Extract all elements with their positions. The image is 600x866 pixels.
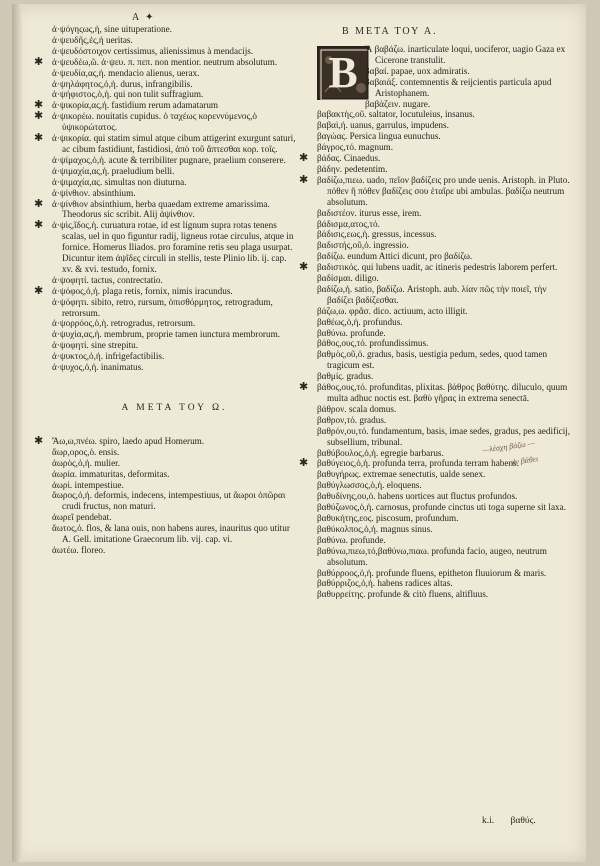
entry-text: βαδιστικός. qui lubens uadit, ac itineris pedestris laborem perfert. — [317, 262, 558, 273]
dictionary-entry — [317, 371, 572, 382]
dictionary-entry — [52, 166, 297, 177]
entry-text: ἀ·ψοφητί. sine strepitu. — [52, 340, 139, 351]
dictionary-entry — [317, 306, 572, 317]
entry-text: βαθυδίνης,ου,ὁ. habens uortices aut fluctus profundos. — [317, 491, 518, 502]
dictionary-entry — [317, 535, 572, 546]
entry-text: βαθμὸς,οῦ,ὁ. gradus, basis, uestigia pedum, sedes, quod tamen tragicum est. — [317, 349, 548, 371]
dictionary-entry — [317, 99, 572, 110]
entry-text: βαθυρρείτης. profunde & citò fluens, altifluus. — [317, 589, 489, 600]
entry-text: βάδας. Cinaedus. — [317, 153, 381, 164]
entry-text: ἀ·ψορρόος,ὁ,ἡ. retrogradus, retrorsum. — [52, 318, 196, 329]
entry-text: ἀ·ψευδέω,ῶ. ἀ·ψευ. π. πεπ. non mentior. neutrum absolutum. — [52, 56, 278, 67]
dictionary-entry — [52, 351, 297, 362]
dictionary-entry — [317, 568, 572, 579]
entry-text: βαδιστής,οῦ,ὁ. ingressio. — [317, 240, 409, 251]
dictionary-entry — [317, 415, 572, 426]
dictionary-entry — [52, 24, 297, 35]
entry-text: βαδίζω,ἡ. satio, βαδίζω. Aristoph. aub. λίαν πῶς τὴν ποιεῖ, τὴν βαδίζει βαδίζεσθαι. — [317, 283, 547, 305]
entry-text: βάδισις,εως,ἡ. gressus, incessus. — [317, 229, 437, 240]
dictionary-entry — [317, 502, 572, 513]
entry-text: βαγώας. Persica lingua eunuchus. — [317, 131, 441, 142]
entry-text: ἀ·ψόγηςως,ἡ, sine uituperatione. — [52, 24, 172, 34]
entry-text: ἀ·ψευδία,ας,ἡ. mendacio alienus, uerax. — [52, 67, 200, 78]
dictionary-entry — [317, 273, 572, 284]
asterisk-icon: ✱ — [299, 261, 309, 274]
entry-text: βαδίζω. eundum Attici dicunt, pro βαδίζω. — [317, 251, 473, 262]
asterisk-icon: ✱ — [34, 55, 44, 68]
asterisk-icon: ✱ — [34, 219, 44, 232]
dictionary-entry — [52, 480, 297, 491]
entry-text: βάθρον. scala domus. — [317, 403, 397, 414]
asterisk-icon: ✱ — [34, 99, 44, 112]
entry-text: ἀ·ψικορία. qui statim simul atque cibum attigerint exurgunt saturi, ac cibum fastidiunt, fastidiosi, ἀπὸ τοῦ ἅπτεσθαι κορ. τοῖς. — [52, 133, 296, 154]
asterisk-icon: ✱ — [34, 197, 44, 210]
dictionary-entry — [52, 458, 297, 469]
dictionary-entry — [317, 491, 572, 502]
dictionary-entry — [52, 340, 297, 351]
dictionary-entry — [317, 284, 572, 306]
running-head-left: A ✦ — [132, 12, 156, 23]
entry-text: ἀ·ψυχος,ὁ,ἡ. inanimatus. — [52, 362, 144, 373]
dictionary-entry — [299, 381, 572, 404]
right-column — [299, 44, 572, 600]
dictionary-entry — [52, 297, 297, 319]
dictionary-entry — [317, 240, 572, 251]
entry-text: ἀ·ψόφητι. sibito, retro, rursum, ὀπισθόρμητος, retrogradum, retrorsum. — [52, 296, 273, 318]
asterisk-icon: ✱ — [299, 457, 309, 470]
dictionary-entry — [317, 578, 572, 589]
entry-text: βαθυκήτης,εος. piscosum, profundum. — [317, 512, 459, 523]
entry-text: ἄωρ,ορος,ὁ. ensis. — [52, 446, 120, 457]
entry-text: ἀ·ψηλάφητος,ὁ,ἡ. durus, infrangibilis. — [52, 78, 193, 89]
dictionary-entry — [317, 142, 572, 153]
dictionary-entry — [317, 328, 572, 339]
dictionary-entry — [317, 317, 572, 328]
dictionary-entry — [52, 35, 297, 46]
dictionary-entry — [317, 546, 572, 568]
entry-text: ἄωρος,ὁ,ἡ. deformis, indecens, intempestiuus, ut ἄωροι ὀπῶραι crudi fructus, non maturi. — [52, 490, 286, 512]
initial-letter: B — [328, 47, 358, 97]
asterisk-icon: ✱ — [34, 284, 44, 297]
entry-text: ἀ·ψιμαχία,ας,ἡ. praeludium belli. — [52, 165, 175, 176]
entry-text: βαβαί. papae, uox admiratis. — [365, 65, 470, 76]
entry-text: βαθέως,ὁ,ἡ. profundus. — [317, 316, 403, 327]
entry-text: βάθος,ους,τό. profunditas, plixitas. βάθρος βαθύτης. diluculo, quum multa adhuc noctis est. βαθὺ γῆρας in extrema senectā. — [317, 382, 568, 403]
entry-text: ἀ·ψικορέω. nouitatis cupidus. ὁ ταχέως κορεννύμενος,ὁ ὑψικορώτατος. — [52, 111, 258, 133]
entry-text: βάδισμα,ατος,τό. — [317, 218, 380, 229]
entry-text: βαθύνω,πιεω,τό,βαθύνω,πιαω. profunda facio, augeo, neutrum absolutum. — [317, 545, 547, 567]
dictionary-entry — [52, 89, 297, 100]
dictionary-entry — [317, 469, 572, 480]
dictionary-entry — [317, 131, 572, 142]
entry-text: ἀ·ψίνθιον absinthium, herba quaedam extreme amarissima. Theodorus sic scribit. Alij ἀψίνθιον. — [52, 198, 270, 220]
entry-text: βαθύρροος,ὁ,ἡ. profunde fluens, epitheton fluuiorum & maris. — [317, 567, 547, 578]
entry-text: ἀ·ψυχία,ας,ἡ. membrum, proprie tamen iunctura membrorum. — [52, 329, 281, 340]
dictionary-entry — [299, 173, 572, 208]
entry-text: βαθρόν,ου,τό. fundamentum, basis, imae sedes, gradus, pes aedificij, subsellium, tribunal. — [317, 425, 571, 447]
entry-text: ἀ·ψοφητί. tactus, contrectatio. — [52, 274, 163, 285]
margin-note: ἐν βάθει — [511, 454, 539, 467]
dictionary-entry — [317, 480, 572, 491]
entry-text: βαθυγήρως. extremae senectutis, ualde senex. — [317, 469, 486, 480]
dictionary-entry — [317, 66, 572, 77]
dictionary-entry — [317, 524, 572, 535]
dictionary-entry — [52, 447, 297, 458]
dictionary-entry — [52, 79, 297, 90]
dictionary-entry — [34, 219, 297, 275]
entry-text: βάδην. pedetentim. — [317, 163, 388, 174]
dictionary-entry — [317, 208, 572, 219]
asterisk-icon: ✱ — [34, 132, 44, 145]
dictionary-entry — [34, 110, 297, 133]
entry-text: ἀ·ψόφος,ὁ,ἡ. plaga retis, fornix, nimis iracundus. — [52, 285, 233, 296]
dictionary-entry — [299, 152, 572, 165]
entry-text: βαδίζω,πιεω. uado, πεῖον βαδίζεις pro unde uenis. Aristoph. in Pluto. πόθεν ἤ πόθεν βαδίζεις σου ἑταῖρε ubi ambulas. βαδίζω neutrum absolutum. — [317, 174, 570, 207]
asterisk-icon: ✱ — [34, 110, 44, 123]
entry-text: βαθύζωνος,ὁ,ἡ. carnosus, profunde cinctus uti toga superne sit laxa. — [317, 502, 567, 513]
entry-text: ἀωρεῖ pendebat. — [52, 512, 112, 523]
entry-text: βαθύγλωσσος,ὁ,ἡ. eloquens. — [317, 480, 422, 491]
entry-text: ἀ·ψικορία,ας,ἡ. fastidium rerum adamatarum — [52, 100, 219, 111]
dictionary-entry — [52, 177, 297, 188]
page-spine-shadow — [12, 4, 22, 862]
book-page — [12, 4, 586, 862]
entry-text: βαδίσμαι. diligo. — [317, 273, 379, 284]
entry-text: ἀωρία. immaturitas, deformitas. — [52, 468, 170, 479]
entry-text: ἀ·ψίμαχος,ὁ,ἡ. acute & terribiliter pugnare, praelium conserere. — [52, 154, 286, 165]
dictionary-entry — [317, 251, 572, 262]
dictionary-entry — [317, 229, 572, 240]
dictionary-entry — [52, 512, 297, 523]
dictionary-entry — [52, 545, 297, 556]
asterisk-icon: ✱ — [299, 152, 309, 165]
dictionary-entry — [34, 55, 297, 68]
section-title-alpha-omega: Α ΜΕΤΑ ΤΟΥ Ω. — [121, 403, 228, 413]
dictionary-entry — [52, 469, 297, 480]
entry-text: βαθύνω. profunde. — [317, 534, 386, 545]
dictionary-entry — [317, 349, 572, 371]
left-entries-bottom — [34, 434, 297, 556]
left-column — [34, 24, 297, 556]
signature-mark: k.i. — [482, 816, 495, 826]
entry-text: ἄωτος,ὁ. flos, & lana ouis, non habens aures, inauritus quo utitur A. Gell. imitatione Graecorum lib. vij. cap. vi. — [52, 523, 290, 545]
entry-text: βαθύρριζος,ὁ,ἡ. habens radices altas. — [317, 578, 453, 589]
entry-text: βαβάζειν. nugare. — [365, 98, 431, 109]
dictionary-entry — [317, 404, 572, 415]
dictionary-entry — [34, 434, 297, 447]
entry-text: Ἄ βαβάζω. inarticulate loqui, uociferor, uagio Gaza ex Cicerone transtulit. — [365, 44, 566, 65]
dictionary-entry — [317, 44, 572, 66]
entry-text: ἀωρὸς,ὁ,ἡ. mulier. — [52, 457, 121, 468]
dictionary-entry — [52, 318, 297, 329]
margin-note: —λέσχη βάζω — — [481, 438, 536, 455]
entry-text: ἀωρὶ. intempestiue. — [52, 479, 124, 490]
dictionary-entry — [52, 490, 297, 512]
dictionary-entry — [317, 109, 572, 120]
dictionary-entry — [52, 275, 297, 286]
dictionary-entry — [317, 77, 572, 99]
entry-text: βαθμίς. gradus. — [317, 371, 374, 382]
entry-text: βάθος,ους,τό. profundissimus. — [317, 338, 429, 349]
right-entries — [299, 44, 572, 600]
entry-text: ἀ·ψὶς,ῖδος,ἡ. curuatura rotae, id est lignum supra rotas tenens scalas, uel in quo figuntur radij, ligneus rotae circulus, atque in fornice. Homerus Iliados. pro foramine retis seu plaga usurpat. Dicuntur item ἀψῖδες circuli in stellis, teste Plinio lib. ij. cap. xv. & xvi. testudo, fornix. — [52, 220, 294, 274]
entry-text: ἀωτέω. floreo. — [52, 544, 106, 555]
dictionary-entry — [34, 284, 297, 297]
entry-text: ἀ·ψιμαχία,ας. simultas non diuturna. — [52, 176, 187, 187]
dictionary-entry — [317, 513, 572, 524]
dictionary-entry — [34, 132, 297, 155]
asterisk-icon: ✱ — [299, 173, 309, 186]
dictionary-entry — [52, 188, 297, 199]
asterisk-icon: ✱ — [34, 434, 44, 447]
entry-text: ἀ·ψίνθιον. absinthium. — [52, 187, 136, 198]
asterisk-icon: ✱ — [299, 381, 309, 394]
entry-text: βαβαιάξ. contemnentis & reijcientis particula apud Aristophanem. — [365, 76, 552, 98]
entry-text: ἀ·ψήφιστος,ὁ,ἡ. qui non tulit suffragium. — [52, 89, 204, 100]
dictionary-entry — [34, 197, 297, 221]
dictionary-entry — [34, 99, 297, 112]
dictionary-entry — [52, 68, 297, 79]
entry-text: ἀ·ψευδῆς,ἐς,ἡ ueritas. — [52, 34, 133, 45]
dictionary-entry — [52, 362, 297, 373]
dictionary-entry — [52, 155, 297, 166]
entry-text: βαθύγειος,ὁ,ἡ. profunda terra, profunda terram habens. — [317, 458, 519, 469]
entry-text: ἀ·ψευδόστοιχον certissimus, alienissimus à mendacijs. — [52, 45, 254, 56]
page-footer — [482, 816, 550, 826]
entry-text: βάγρος,τό. magnum. — [317, 142, 393, 153]
catchword: βαθύς. — [510, 816, 536, 826]
dictionary-entry — [52, 523, 297, 545]
entry-text: βαθρον,τό. gradus. — [317, 414, 387, 425]
dictionary-entry — [299, 261, 572, 274]
left-entries-top — [34, 24, 297, 373]
dictionary-entry — [317, 589, 572, 600]
entry-text: βαθύνω. profunde. — [317, 327, 386, 338]
entry-text: βαθύβουλος,ὁ,ἡ. egregie barbarus. — [317, 447, 444, 458]
entry-text: βαθύκολπος,ὁ,ἡ. magnus sinus. — [317, 523, 433, 534]
dictionary-entry — [317, 219, 572, 230]
entry-text: βαβακτὴς,οῦ. saltator, locutuleius, insanus. — [317, 109, 475, 120]
entry-text: Ἄω,ω,πνέω. spiro, laedo apud Homerum. — [52, 435, 205, 446]
entry-text: βαδιστέον. iturus esse, irem. — [317, 207, 422, 218]
dictionary-entry — [317, 164, 572, 175]
dictionary-entry — [317, 120, 572, 131]
dictionary-entry — [52, 329, 297, 340]
entry-text: βαβαὶ,ἡ. uanus, garrulus, impudens. — [317, 120, 449, 131]
entry-text: ἀ·ψυκτος,ὁ,ἡ. infrigefactibilis. — [52, 351, 165, 362]
running-head-right: Β ΜΕΤΑ ΤΟΥ Α. — [342, 26, 438, 37]
dictionary-entry — [317, 338, 572, 349]
entry-text: βάζω,ω. φρᾶσ. dico. actiuum, acto illigit. — [317, 305, 468, 316]
dictionary-entry — [52, 46, 297, 57]
